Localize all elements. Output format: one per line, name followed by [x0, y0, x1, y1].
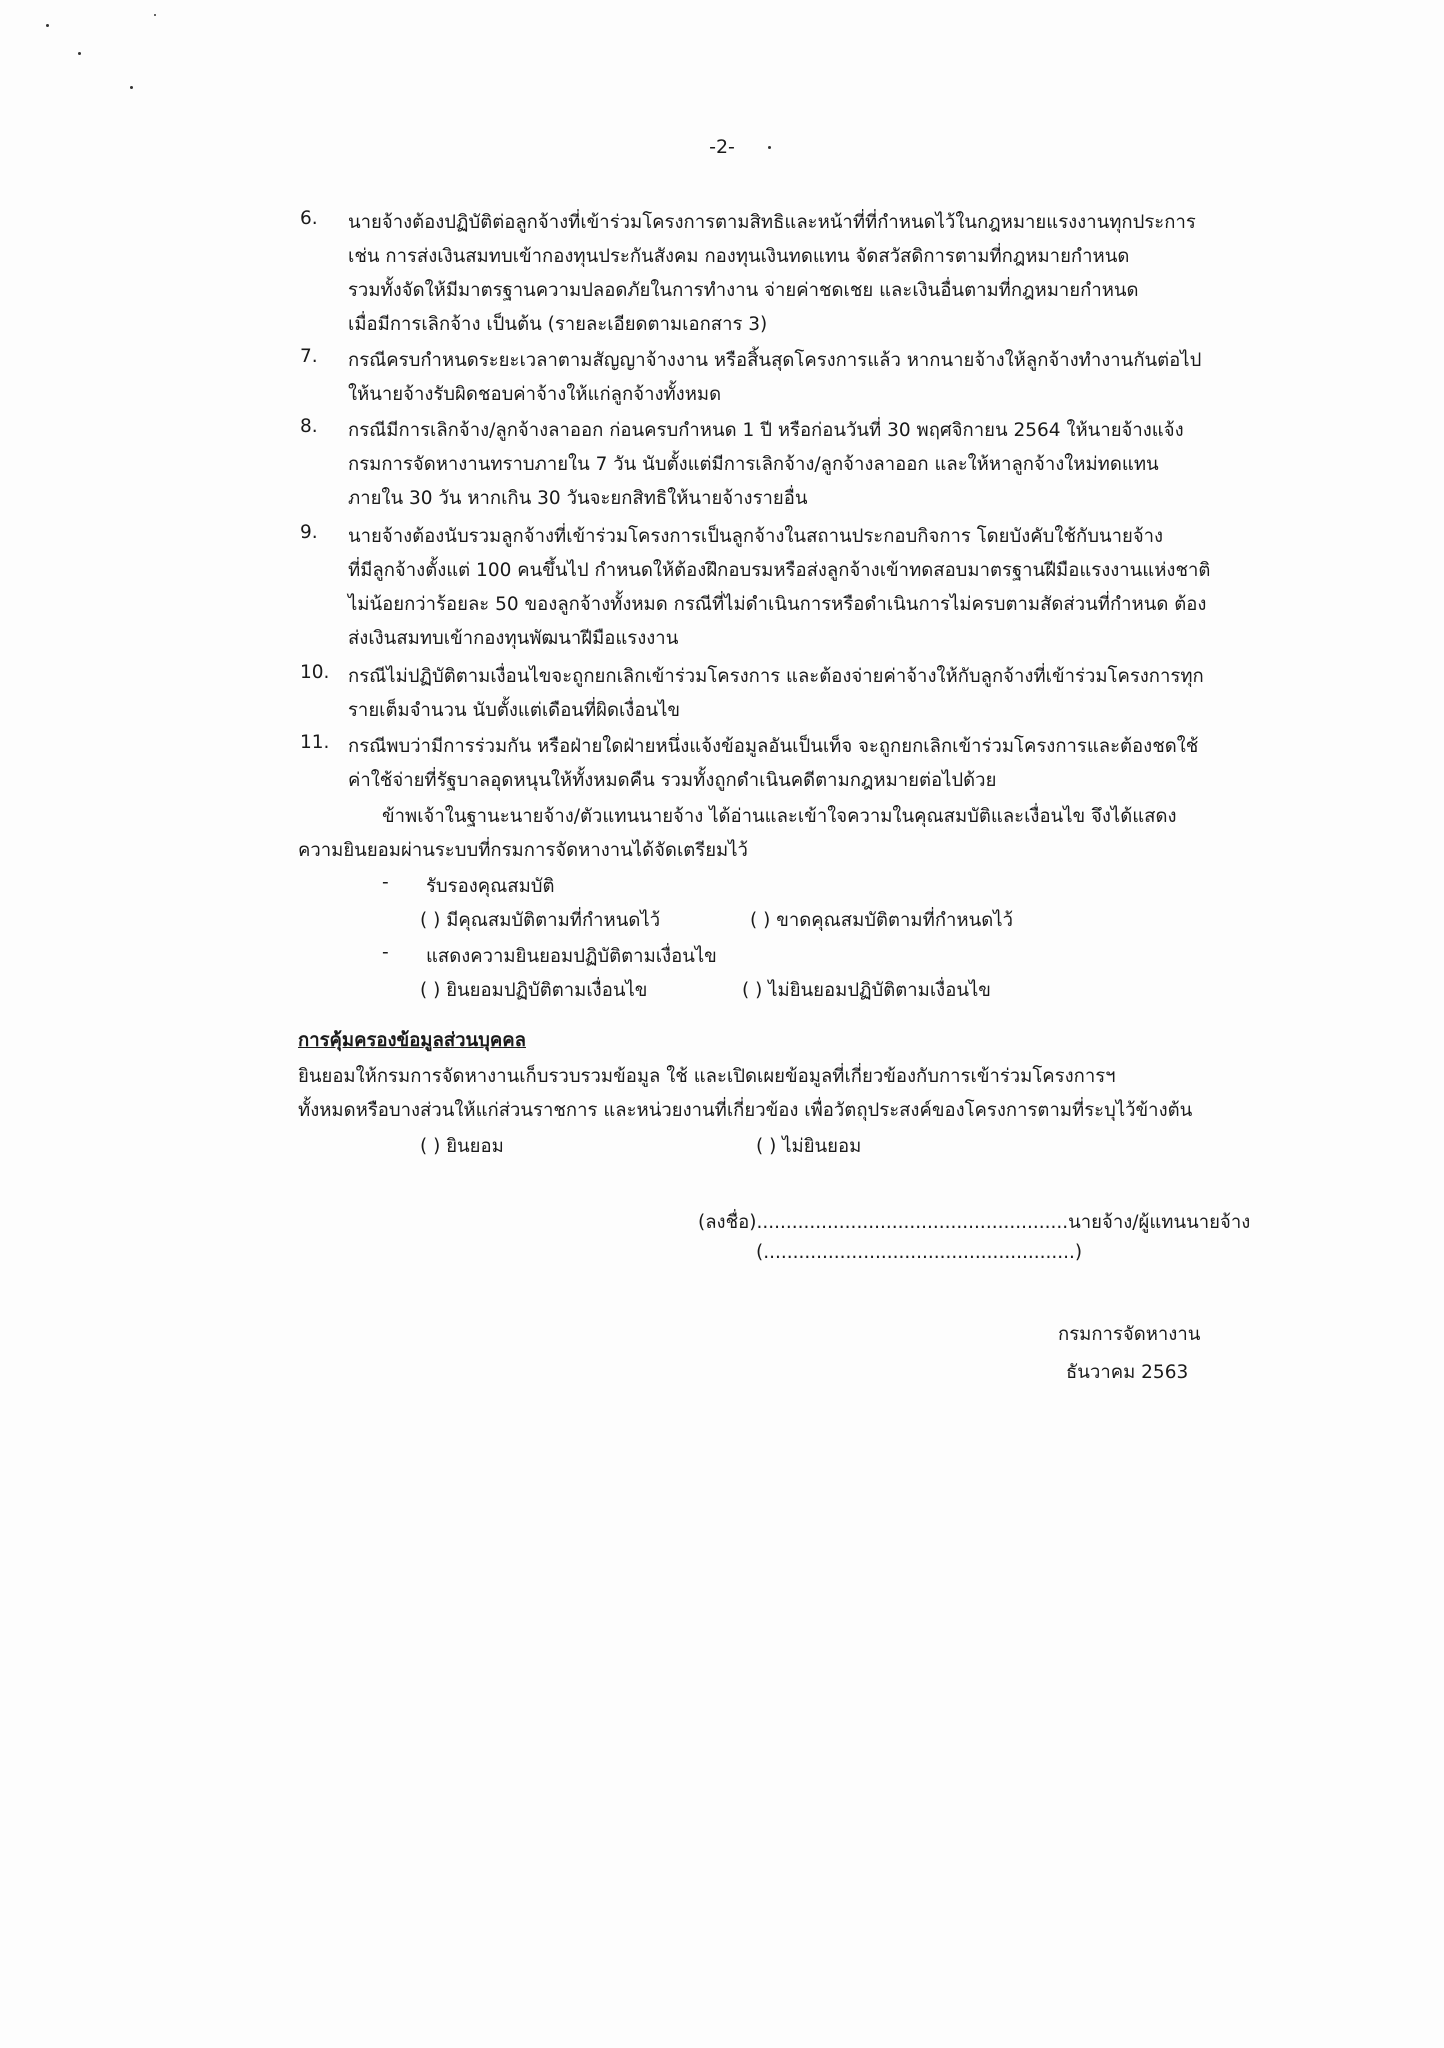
issue-date: ธันวาคม 2563	[1066, 1362, 1189, 1383]
clause-line: นายจ้างต้องนับรวมลูกจ้างที่เข้าร่วมโครงการเป็นลูกจ้างในสถานประกอบกิจการ โดยบังคับใช้กับนายจ้าง	[348, 526, 1164, 547]
conditions-label: แสดงความยินยอมปฏิบัติตามเงื่อนไข	[426, 946, 717, 967]
clause-line: ให้นายจ้างรับผิดชอบค่าจ้างให้แก่ลูกจ้างทั้งหมด	[348, 384, 722, 405]
clause-number: 9.	[300, 522, 318, 543]
qualification-no-checkbox[interactable]: ( ) ขาดคุณสมบัติตามที่กำหนดไว้	[750, 910, 1013, 931]
clause-line: ไม่น้อยกว่าร้อยละ 50 ของลูกจ้างทั้งหมด กรณีที่ไม่ดำเนินการหรือดำเนินการไม่ครบตามสัดส่วนที่กำหนด ต้อง	[348, 594, 1207, 615]
scan-speck	[130, 86, 133, 89]
clause-item-10	[300, 662, 1240, 726]
clause-line: กรณีครบกำหนดระยะเวลาตามสัญญาจ้างงาน หรือสิ้นสุดโครงการแล้ว หากนายจ้างให้ลูกจ้างทำงานกันต่อไป	[348, 350, 1202, 371]
clause-line: กรมการจัดหางานทราบภายใน 7 วัน นับตั้งแต่มีการเลิกจ้าง/ลูกจ้างลาออก และให้หาลูกจ้างใหม่ทดแทน	[348, 454, 1159, 475]
clause-line: กรณีพบว่ามีการร่วมกัน หรือฝ่ายใดฝ่ายหนึ่งแจ้งข้อมูลอันเป็นเท็จ จะถูกยกเลิกเข้าร่วมโครงการและต้องชดใช้	[348, 736, 1199, 757]
clause-line: กรณีมีการเลิกจ้าง/ลูกจ้างลาออก ก่อนครบกำหนด 1 ปี หรือก่อนวันที่ 30 พฤศจิกายน 2564 ให้นายจ้างแจ้ง	[348, 420, 1184, 441]
qualification-label: รับรองคุณสมบัติ	[426, 876, 555, 897]
clause-line: กรณีไม่ปฏิบัติตามเงื่อนไขจะถูกยกเลิกเข้าร่วมโครงการ และต้องจ่ายค่าจ้างให้กับลูกจ้างที่เข้าร่วมโครงการทุก	[348, 666, 1204, 687]
clause-line: ค่าใช้จ่ายที่รัฐบาลอุดหนุนให้ทั้งหมดคืน รวมทั้งถูกดำเนินคดีตามกฎหมายต่อไปด้วย	[348, 770, 997, 791]
bullet-dash: -	[382, 942, 389, 963]
privacy-line-1: ยินยอมให้กรมการจัดหางานเก็บรวบรวมข้อมูล ใช้ และเปิดเผยข้อมูลที่เกี่ยวข้องกับการเข้าร่วมโครงการฯ	[298, 1066, 1116, 1087]
clause-item-11	[300, 732, 1240, 796]
clause-number: 8.	[300, 416, 318, 437]
clause-line: ที่มีลูกจ้างตั้งแต่ 100 คนขึ้นไป กำหนดให้ต้องฝึกอบรมหรือส่งลูกจ้างเข้าทดสอบมาตรฐานฝีมือแรงงานแห่งชาติ	[348, 560, 1211, 581]
clause-item-9	[300, 522, 1240, 656]
clause-number: 7.	[300, 346, 318, 367]
privacy-line-2: ทั้งหมดหรือบางส่วนให้แก่ส่วนราชการ และหน่วยงานที่เกี่ยวข้อง เพื่อวัตถุประสงค์ของโครงการตามที่ระบุไว้ข้างต้น	[298, 1100, 1193, 1121]
privacy-no-checkbox[interactable]: ( ) ไม่ยินยอม	[756, 1136, 862, 1157]
clause-line: นายจ้างต้องปฏิบัติต่อลูกจ้างที่เข้าร่วมโครงการตามสิทธิและหน้าที่ที่กำหนดไว้ในกฎหมายแรงงานทุกประการ	[348, 212, 1196, 233]
clause-item-8	[300, 416, 1240, 516]
issuing-department: กรมการจัดหางาน	[1058, 1324, 1201, 1345]
clause-number: 10.	[300, 662, 330, 683]
signature-name-line: (.....................................................)	[756, 1242, 1083, 1263]
conditions-no-checkbox[interactable]: ( ) ไม่ยินยอมปฏิบัติตามเงื่อนไข	[742, 980, 991, 1001]
page-number: -2-	[709, 136, 735, 158]
clause-item-6	[300, 208, 1240, 338]
clause-item-7	[300, 346, 1240, 410]
bullet-dash: -	[382, 872, 389, 893]
clause-line: ภายใน 30 วัน หากเกิน 30 วันจะยกสิทธิให้นายจ้างรายอื่น	[348, 488, 808, 509]
clause-line: รายเต็มจำนวน นับตั้งแต่เดือนที่ผิดเงื่อนไข	[348, 700, 681, 721]
clause-number: 6.	[300, 208, 318, 229]
scan-speck	[78, 52, 81, 55]
clause-line: ส่งเงินสมทบเข้ากองทุนพัฒนาฝีมือแรงงาน	[348, 628, 679, 649]
declaration-line-2: ความยินยอมผ่านระบบที่กรมการจัดหางานได้จัดเตรียมไว้	[298, 840, 748, 861]
clause-line: เมื่อมีการเลิกจ้าง เป็นต้น (รายละเอียดตามเอกสาร 3)	[348, 314, 768, 335]
clause-line: เช่น การส่งเงินสมทบเข้ากองทุนประกันสังคม กองทุนเงินทดแทน จัดสวัสดิการตามที่กฎหมายกำหนด	[348, 246, 1130, 267]
qualification-yes-checkbox[interactable]: ( ) มีคุณสมบัติตามที่กำหนดไว้	[420, 910, 661, 931]
privacy-yes-checkbox[interactable]: ( ) ยินยอม	[420, 1136, 504, 1157]
declaration-line-1: ข้าพเจ้าในฐานะนายจ้าง/ตัวแทนนายจ้าง ได้อ่านและเข้าใจความในคุณสมบัติและเงื่อนไข จึงได้แสดง	[382, 806, 1177, 827]
conditions-yes-checkbox[interactable]: ( ) ยินยอมปฏิบัติตามเงื่อนไข	[420, 980, 648, 1001]
scan-speck	[154, 14, 156, 16]
signature-line: (ลงชื่อ).....................................................นายจ้าง/ผู้แทนนายจ้าง	[698, 1212, 1251, 1233]
clause-line: รวมทั้งจัดให้มีมาตรฐานความปลอดภัยในการทำงาน จ่ายค่าชดเชย และเงินอื่นตามที่กฎหมายกำหนด	[348, 280, 1139, 301]
scan-speck	[46, 24, 49, 27]
clause-number: 11.	[300, 732, 330, 753]
privacy-section-title: การคุ้มครองข้อมูลส่วนบุคคล	[298, 1030, 526, 1051]
